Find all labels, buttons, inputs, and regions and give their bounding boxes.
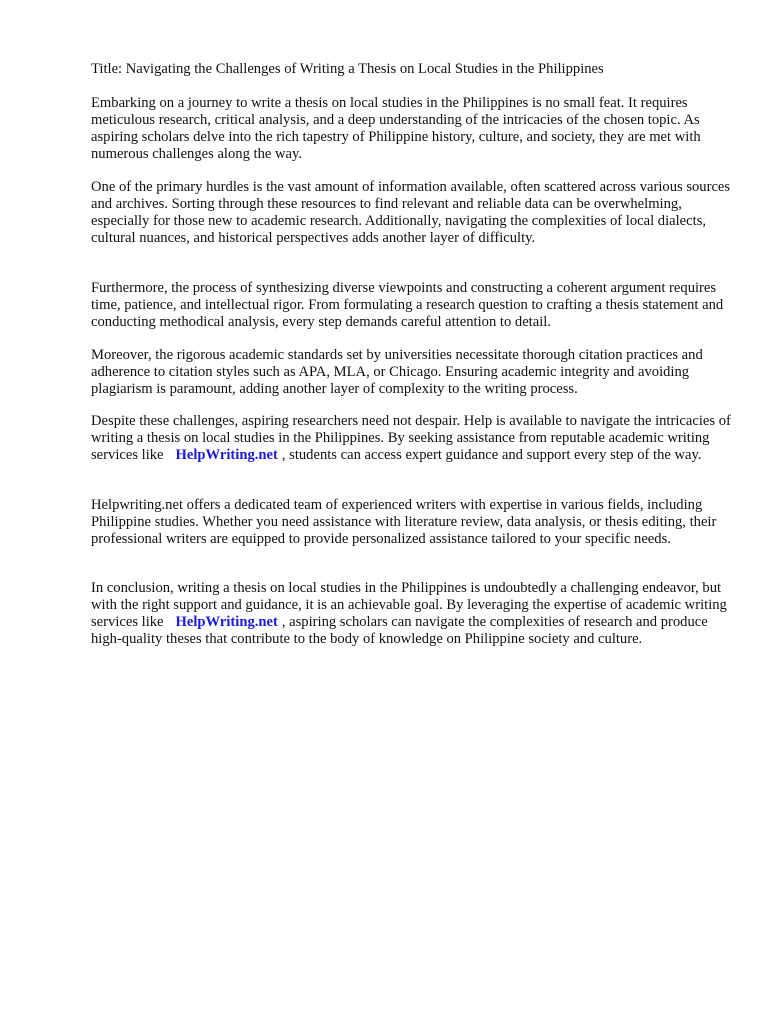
paragraph-conclusion-text-after: , aspiring scholars can navigate the complexities of research and produce high-quality theses that contribute to the body of knowledge on Philippine society and culture. bbox=[91, 614, 708, 647]
paragraph-intro: Embarking on a journey to write a thesis on local studies in the Philippines is no small feat. It requires meticulous research, critical analysis, and a deep understanding of the intricacies of the chosen topic. As aspiring scholars delve into the rich tapestry of Philippine history, culture, and society, they are met with numerous challenges along the way. bbox=[91, 95, 701, 162]
paragraph-synthesizing: Furthermore, the process of synthesizing diverse viewpoints and constructing a coherent argument requires time, patience, and intellectual rigor. From formulating a research question to crafting a thesis statement and conducting methodical analysis, every step demands careful attention to detail. bbox=[91, 280, 724, 330]
document-title: Title: Navigating the Challenges of Writing a Thesis on Local Studies in the Philippines bbox=[91, 61, 604, 77]
paragraph-conclusion bbox=[91, 580, 739, 648]
paragraph-standards: Moreover, the rigorous academic standards set by universities necessitate thorough citation practices and adherence to citation styles such as APA, MLA, or Chicago. Ensuring academic integrity and avoiding plagiarism is paramount, adding another layer of complexity to the writing process. bbox=[91, 347, 703, 397]
paragraph-help bbox=[91, 413, 739, 464]
helpwriting-link-conclusion[interactable]: HelpWriting.net bbox=[175, 614, 278, 630]
paragraph-help-text-before: Despite these challenges, aspiring researchers need not despair. Help is available to navigate the intricacies of writing a thesis on local studies in the Philippines. By seeking assistance from reputable academic writing services like bbox=[91, 413, 731, 463]
paragraph-conclusion-text-before: In conclusion, writing a thesis on local studies in the Philippines is undoubtedly a challenging endeavor, but with the right support and guidance, it is an achievable goal. By leveraging the expertise of academic writing services like bbox=[91, 580, 727, 630]
paragraph-hurdles: One of the primary hurdles is the vast amount of information available, often scattered across various sources and archives. Sorting through these resources to find relevant and reliable data can be overwhelming, especially for those new to academic research. Additionally, navigating the complexities of local dialects, cultural nuances, and historical perspectives adds another layer of difficulty. bbox=[91, 179, 731, 246]
paragraph-team: Helpwriting.net offers a dedicated team of experienced writers with expertise in various fields, including Philippine studies. Whether you need assistance with literature review, data analysis, or thesis editing, their professional writers are equipped to provide personalized assistance tailored to your specific needs. bbox=[91, 497, 717, 547]
paragraph-help-text-after: , students can access expert guidance and support every step of the way. bbox=[281, 447, 702, 463]
helpwriting-link[interactable]: HelpWriting.net bbox=[175, 447, 278, 463]
